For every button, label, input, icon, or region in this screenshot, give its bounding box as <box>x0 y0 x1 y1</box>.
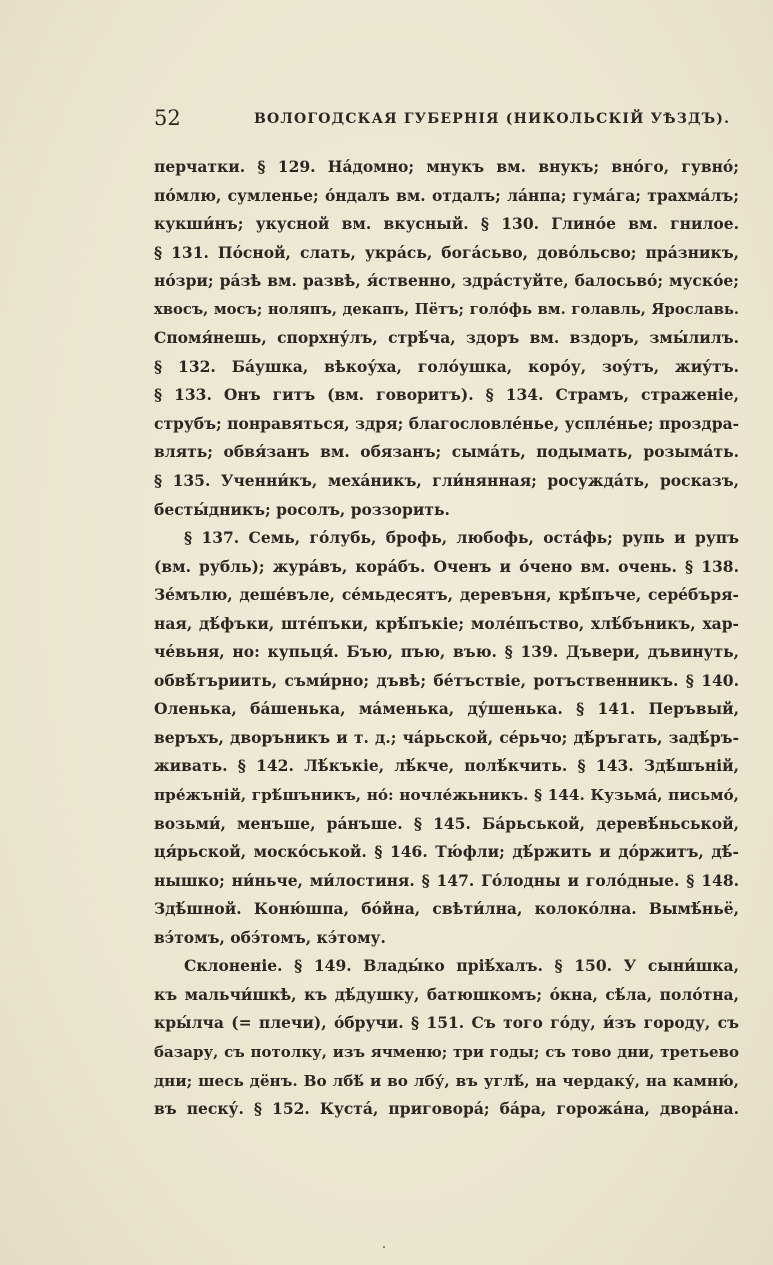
text-line: § 137. Семь, го́лубь, брофь, любофь, оста́фь; рупь и рупъ <box>184 528 739 548</box>
text-line: Здѣ́шной. Коню́шпа, бо́йна, свѣти́лна, колоко́лна. Вымѣ́ньё, <box>154 899 739 919</box>
text-line: вэ́томъ, обэ́томъ, кэ́тому. <box>154 927 386 947</box>
text-line: къ мальчи́шкѣ, къ дѣ́душку, батюшкомъ; о́кна, сѣ́ла, поло́тна, <box>154 984 739 1004</box>
text-line: кры́лча (= плечи), о́бручи. § 151. Съ того го́ду, и́зъ городу, съ <box>154 1013 739 1033</box>
text-line: по́млю, сумленье; о́ндалъ вм. отдалъ; ла́нпа; гума́га; трахма́лъ; <box>154 185 739 205</box>
text-line: струбъ; понравяться, здря; благословле́нье, успле́нье; проздра- <box>154 413 740 433</box>
text-line: хвосъ, мосъ; ноляпъ, декапъ, Пётъ; голо́фь вм. голавль, Ярославь. <box>154 300 739 318</box>
text-line: бесты́дникъ; росолъ, роззорить. <box>154 499 450 519</box>
text-line: пре́жъній, грѣ́шъникъ, но́: ночле́жьникъ. § 144. Кузьма́, письмо́, <box>154 786 739 805</box>
body-text <box>154 153 739 1124</box>
text-line: обвѣ́търиить, съми́рно; дъвѣ; бе́тъствіе, ротъственникъ. § 140. <box>154 670 739 690</box>
text-line: Оленька, ба́шенька, ма́менька, ду́шенька. § 141. Перъвый, <box>154 699 739 719</box>
ink-speck <box>383 1246 385 1248</box>
text-line: живать. § 142. Лѣ́къкіе, лѣ́кче, полѣ́кчить. § 143. Здѣ́шъній, <box>154 756 739 776</box>
text-line: возьми́, менъше, ра́нъше. § 145. Ба́рьськой, деревѣ́ньськой, <box>154 813 739 833</box>
text-line: § 131. По́сной, слать, укра́сь, бога́сьво, дово́льсво; пра́зникъ, <box>154 242 739 262</box>
text-line: ная, дѣ́фъки, ште́пъки, крѣ́пъкіе; моле́пъство, хлѣ́бъникъ, хар- <box>154 613 739 633</box>
text-line: но́зри; ра́зѣ вм. развѣ, я́ственно, здра́стуйте, балосьво́; муско́е; <box>154 271 739 291</box>
page-header <box>154 104 740 132</box>
text-line: че́вьня, но: купьця́. Бъю, пъю, въю. § 139. Дъвери, дъвинуть, <box>154 642 739 662</box>
text-line: перчатки. § 129. На́домно; мнукъ вм. внукъ; вно́го, гувно́; <box>154 157 739 176</box>
text-line: дни; шесь дёнъ. Во лбѣ́ и во лбу́, въ углѣ́, на чердаку́, на камню́, <box>154 1071 739 1090</box>
text-line: нышко; ни́ньче, ми́лостиня. § 147. Го́лодны и голо́дные. § 148. <box>154 870 739 890</box>
text-line: веръхъ, дворъникъ и т. д.; ча́рьской, се́рьчо; дѣ́ръгать, задѣ́ръ- <box>154 727 739 747</box>
text-line: § 135. Ученни́къ, меха́никъ, гли́нянная; росужда́ть, росказъ, <box>154 471 739 491</box>
text-line: § 132. Ба́ушка, вѣкоу́ха, голо́ушка, коро́у, зоу́тъ, жиу́тъ. <box>154 356 739 376</box>
text-line: кукши́нъ; укусной вм. вкусный. § 130. Глино́е вм. гнилое. <box>154 214 739 234</box>
text-line: влять; обвя́занъ вм. обязанъ; сыма́ть, подымать, розыма́ть. <box>154 442 739 462</box>
text-line: ця́рьской, моско́ськой. § 146. Тю́фли; дѣ́ржить и до́ржитъ, дѣ́- <box>154 842 739 862</box>
text-line: Зе́мълю, деше́въле, се́мьдесятъ, деревъня, крѣ́пъче, сере́бъря- <box>154 585 739 605</box>
running-title: ВОЛОГОДСКАЯ ГУБЕРНІЯ (НИКОЛЬСКІЙ УѢЗДЪ). <box>254 111 731 127</box>
page-number: 52 <box>154 106 181 130</box>
text-line: Склоненіе. § 149. Влады́ко пріѣ́халъ. § 150. У сыни́шка, <box>184 956 739 976</box>
text-line: въ песку́. § 152. Куста́, приговора́; ба́ра, горожа́на, двора́на. <box>154 1099 739 1119</box>
text-line: Спомя́нешь, спорхну́лъ, стрѣ́ча, здоръ вм. вздоръ, змы́лилъ. <box>154 328 739 348</box>
text-line: § 133. Онъ гитъ (вм. говоритъ). § 134. Страмъ, страженіе, <box>154 385 739 405</box>
text-line: (вм. рубль); жура́въ, кора́бъ. Оченъ и о́чено вм. очень. § 138. <box>154 556 739 576</box>
text-line: базару, съ потолку, изъ ячменю; три годы; съ тово дни, третьево <box>154 1042 739 1061</box>
